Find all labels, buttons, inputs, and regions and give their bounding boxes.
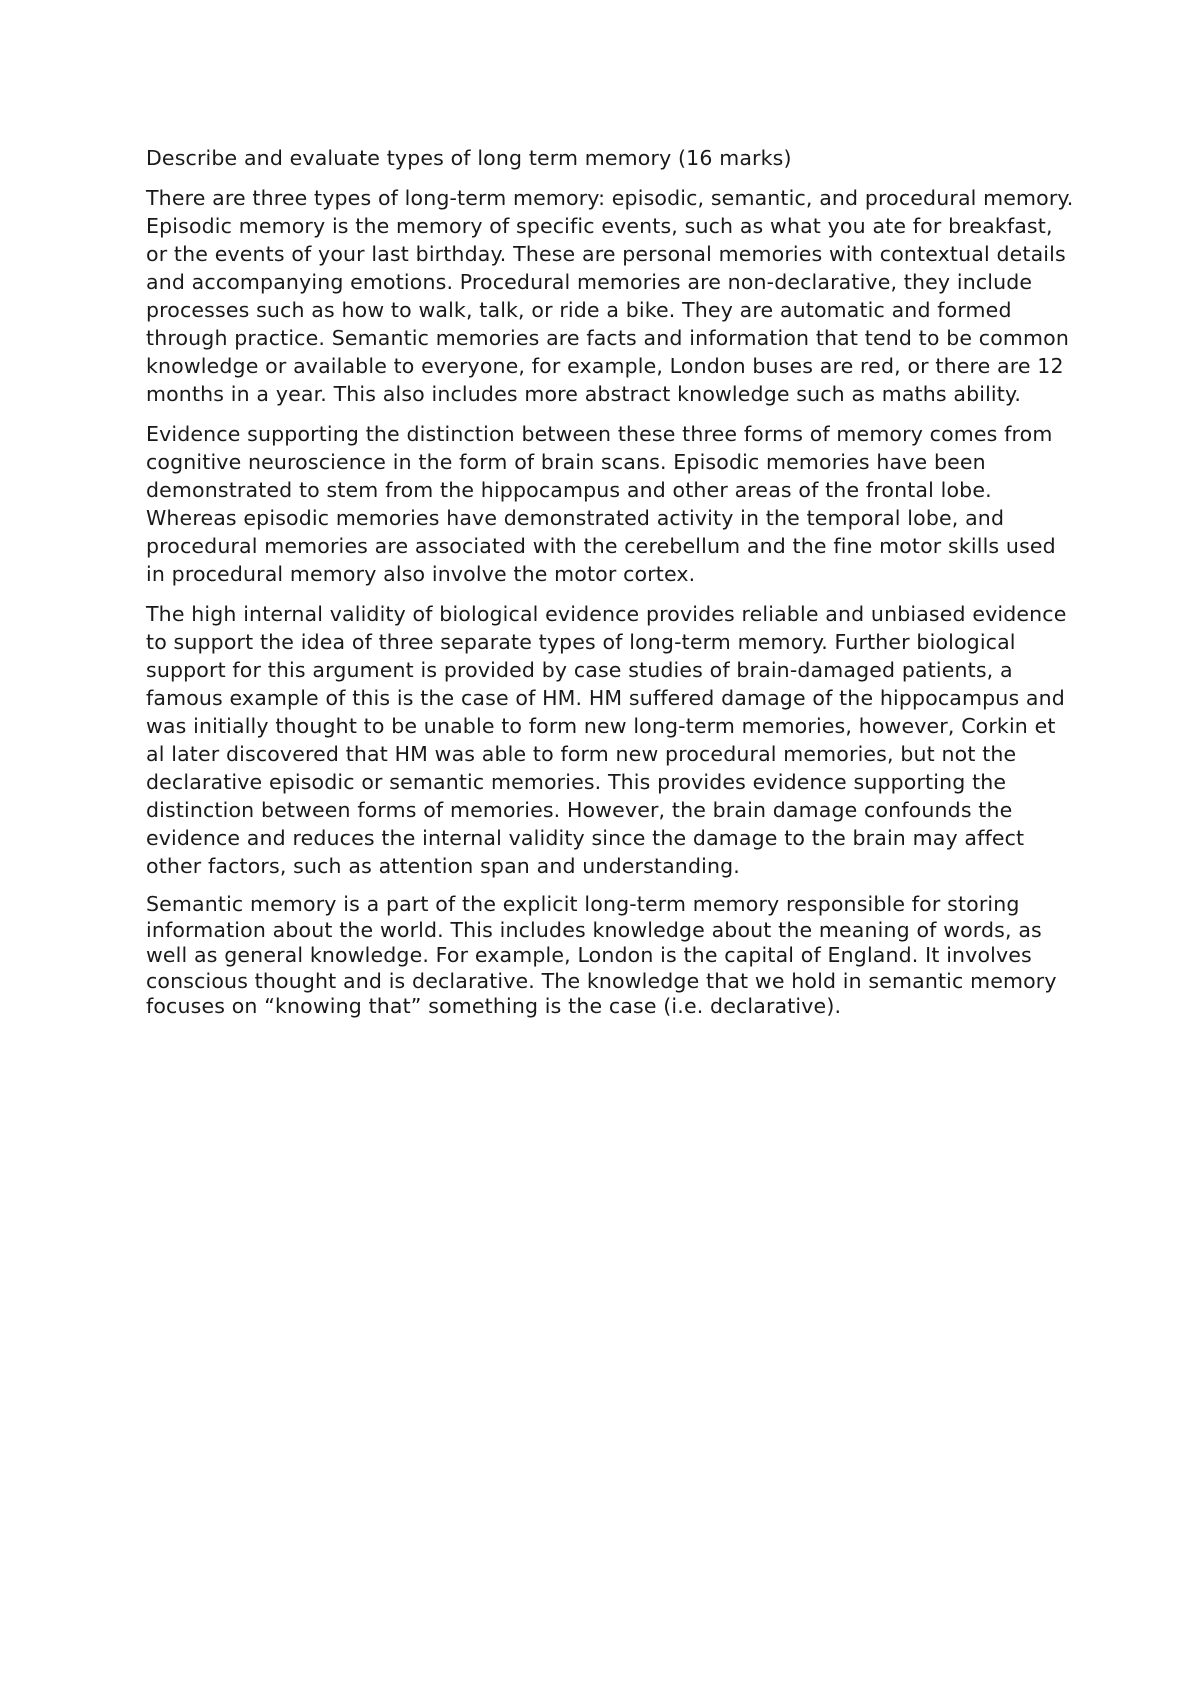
document-title: Describe and evaluate types of long term memory (16 marks) (146, 146, 792, 170)
paragraph-case-study-hm: The high internal validity of biological evidence provides reliable and unbiased evidence to support the idea of three separate types of long-term memory. Further biological support for this argument is provided by case studies of brain-damaged patients, a famous example of this is the case of HM. HM suffered damage of the hippocampus and was initially thought to be unable to form new long-term memories, however, Corkin et al later discovered that HM was able to form new procedural memories, but not the declarative episodic or semantic memories. This provides evidence supporting the distinction between forms of memories. However, the brain damage confounds the evidence and reduces the internal validity since the damage to the brain may affect other factors, such as attention span and understanding. (146, 602, 1067, 878)
document-body (146, 144, 1076, 1032)
paragraph-types-of-memory: There are three types of long-term memory: episodic, semantic, and procedural memory. Episodic memory is the memory of specific events, such as what you ate for breakfast, or the events of your last birthday. These are personal memories with contextual details and accompanying emotions. Procedural memories are non-declarative, they include processes such as how to walk, talk, or ride a bike. They are automatic and formed through practice. Semantic memories are facts and information that tend to be common knowledge or available to everyone, for example, London buses are red, or there are 12 months in a year. This also includes more abstract knowledge such as maths ability. (146, 186, 1074, 406)
paragraph-semantic-memory: Semantic memory is a part of the explicit long-term memory responsible for storing information about the world. This includes knowledge about the meaning of words, as well as general knowledge. For example, London is the capital of England. It involves conscious thought and is declarative. The knowledge that we hold in semantic memory focuses on “knowing that” something is the case (i.e. declarative). (146, 892, 1057, 1018)
paragraph-neuroscience-evidence: Evidence supporting the distinction between these three forms of memory comes from cognitive neuroscience in the form of brain scans. Episodic memories have been demonstrated to stem from the hippocampus and other areas of the frontal lobe. Whereas episodic memories have demonstrated activity in the temporal lobe, and procedural memories are associated with the cerebellum and the fine motor skills used in procedural memory also involve the motor cortex. (146, 422, 1056, 586)
